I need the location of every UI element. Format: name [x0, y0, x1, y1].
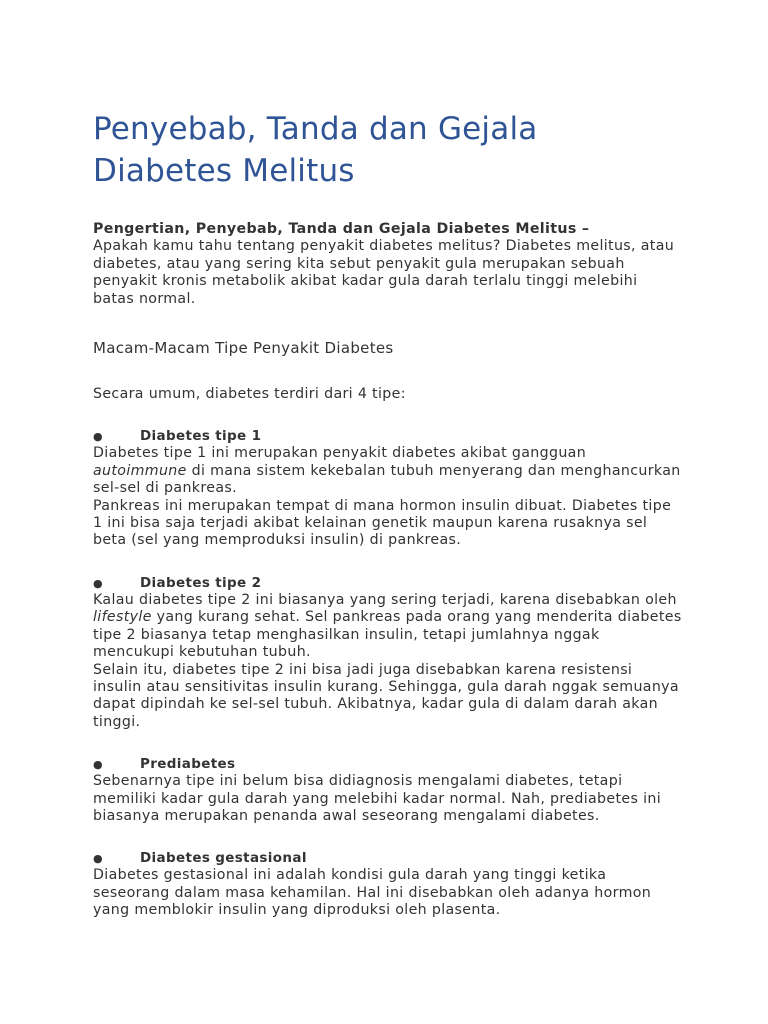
- bullet-icon: ●: [93, 576, 103, 590]
- type-title: ● Diabetes gestasional: [93, 850, 307, 867]
- type-paragraph: Pankreas ini merupakan tempat di mana hormon insulin dibuat. Diabetes tipe 1 ini bisa saja terjadi akibat kelainan genetik maupun karena rusaknya sel beta (sel yang memproduksi insulin) di pankreas.: [93, 497, 672, 549]
- type-title: ● Prediabetes: [93, 756, 236, 773]
- document-content: [93, 108, 683, 920]
- section-heading: Macam-Macam Tipe Penyakit Diabetes: [93, 339, 394, 358]
- type-title: ● Diabetes tipe 2: [93, 574, 262, 591]
- type-item-3: [93, 756, 683, 825]
- lead-paragraph: [93, 221, 683, 308]
- bullet-icon: ●: [93, 430, 103, 444]
- type-paragraph: Diabetes tipe 1 ini merupakan penyakit diabetes akibat gangguan autoimmune di mana sistem kekebalan tubuh menyerang dan menghancurkan sel-sel di pankreas.: [93, 445, 681, 497]
- document-title: Penyebab, Tanda dan Gejala Diabetes Melitus: [93, 111, 538, 189]
- lead-bold: Pengertian, Penyebab, Tanda dan Gejala Diabetes Melitus –: [93, 221, 590, 237]
- type-item-4: [93, 850, 683, 919]
- type-paragraph: Selain itu, diabetes tipe 2 ini bisa jadi juga disebabkan karena resistensi insulin atau sensitivitas insulin kurang. Sehingga, gula darah nggak semuanya dapat dipindah ke sel-sel tubuh. Akibatnya, kadar gula di dalam darah akan tinggi.: [93, 661, 679, 730]
- type-item-1: [93, 428, 683, 549]
- intro-paragraph: Secara umum, diabetes terdiri dari 4 tipe:: [93, 386, 406, 403]
- lead-text: Apakah kamu tahu tentang penyakit diabetes melitus? Diabetes melitus, atau diabetes, atau yang sering kita sebut penyakit gula merupakan sebuah penyakit kronis metabolik akibat kadar gula darah terlalu tinggi melebihi batas normal.: [93, 238, 675, 307]
- type-title: ● Diabetes tipe 1: [93, 428, 262, 445]
- type-item-2: [93, 575, 683, 731]
- bullet-icon: ●: [93, 758, 103, 772]
- type-paragraph: Sebenarnya tipe ini belum bisa didiagnosis mengalami diabetes, tetapi memiliki kadar gula darah yang melebihi kadar normal. Nah, prediabetes ini biasanya merupakan penanda awal seseorang mengalami diabetes.: [93, 773, 661, 824]
- type-paragraph: Diabetes gestasional ini adalah kondisi gula darah yang tinggi ketika seseorang dalam masa kehamilan. Hal ini disebabkan oleh adanya hormon yang memblokir insulin yang diproduksi oleh plasenta.: [93, 867, 652, 919]
- bullet-icon: ●: [93, 852, 103, 866]
- type-paragraph: Kalau diabetes tipe 2 ini biasanya yang sering terjadi, karena disebabkan oleh lifestyle yang kurang sehat. Sel pankreas pada orang yang menderita diabetes tipe 2 biasanya tetap menghasilkan insulin, tetapi jumlahnya nggak mencukupi kebutuhan tubuh.: [93, 591, 682, 661]
